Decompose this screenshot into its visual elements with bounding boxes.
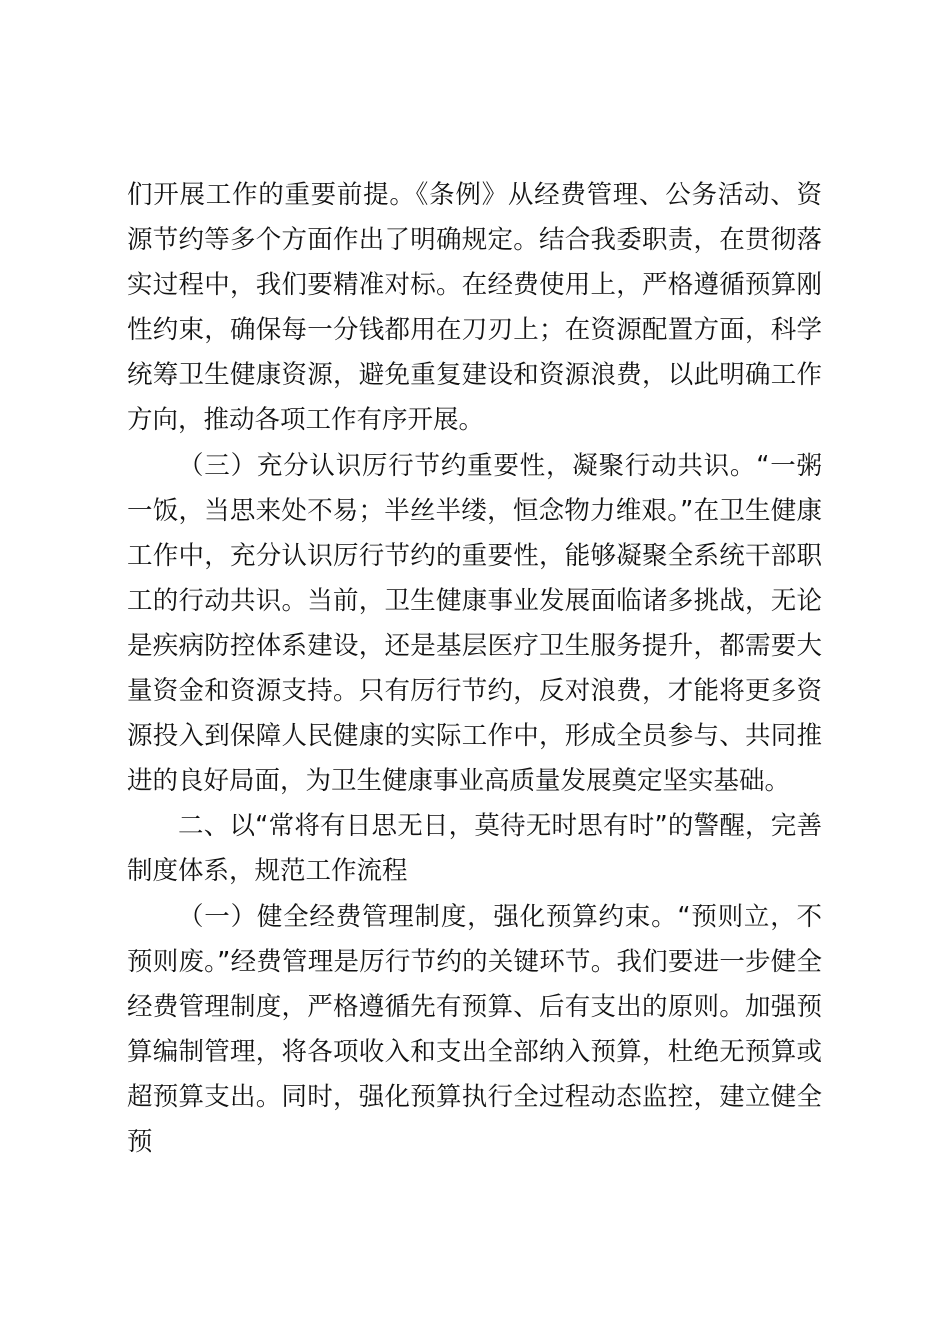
section-heading-two: 二、以“常将有日思无日，莫待无时思有时”的警醒，完善制度体系，规范工作流程 bbox=[127, 811, 822, 887]
paragraph-section-three: （三）充分认识厉行节约重要性，凝聚行动共识。“一粥一饭，当思来处不易；半丝半缕，恒念物力维艰。”在卫生健康工作中，充分认识厉行节约的重要性，能够凝聚全系统干部职工的行动共识。当前，卫生健康事业发展面临诸多挑战，无论是疾病防控体系建设，还是基层医疗卫生服务提升，都需要大量资金和资源支持。只有厉行节约，反对浪费，才能将更多资源投入到保障人民健康的实际工作中，形成全员参与、共同推进的良好局面，为卫生健康事业高质量发展奠定坚实基础。 bbox=[127, 450, 822, 797]
paragraph-continuation: 们开展工作的重要前提。《条例》从经费管理、公务活动、资源节约等多个方面作出了明确规定。结合我委职责，在贯彻落实过程中，我们要精准对标。在经费使用上，严格遵循预算刚性约束，确保每一分钱都用在刀刃上；在资源配置方面，科学统筹卫生健康资源，避免重复建设和资源浪费，以此明确工作方向，推动各项工作有序开展。 bbox=[127, 180, 822, 436]
paragraph-subsection-one: （一）健全经费管理制度，强化预算约束。“预则立，不预则废。”经费管理是厉行节约的关键环节。我们要进一步健全经费管理制度，严格遵循先有预算、后有支出的原则。加强预算编制管理，将各项收入和支出全部纳入预算，杜绝无预算或超预算支出。同时，强化预算执行全过程动态监控，建立健全预 bbox=[127, 901, 822, 1157]
document-body bbox=[127, 173, 822, 1165]
